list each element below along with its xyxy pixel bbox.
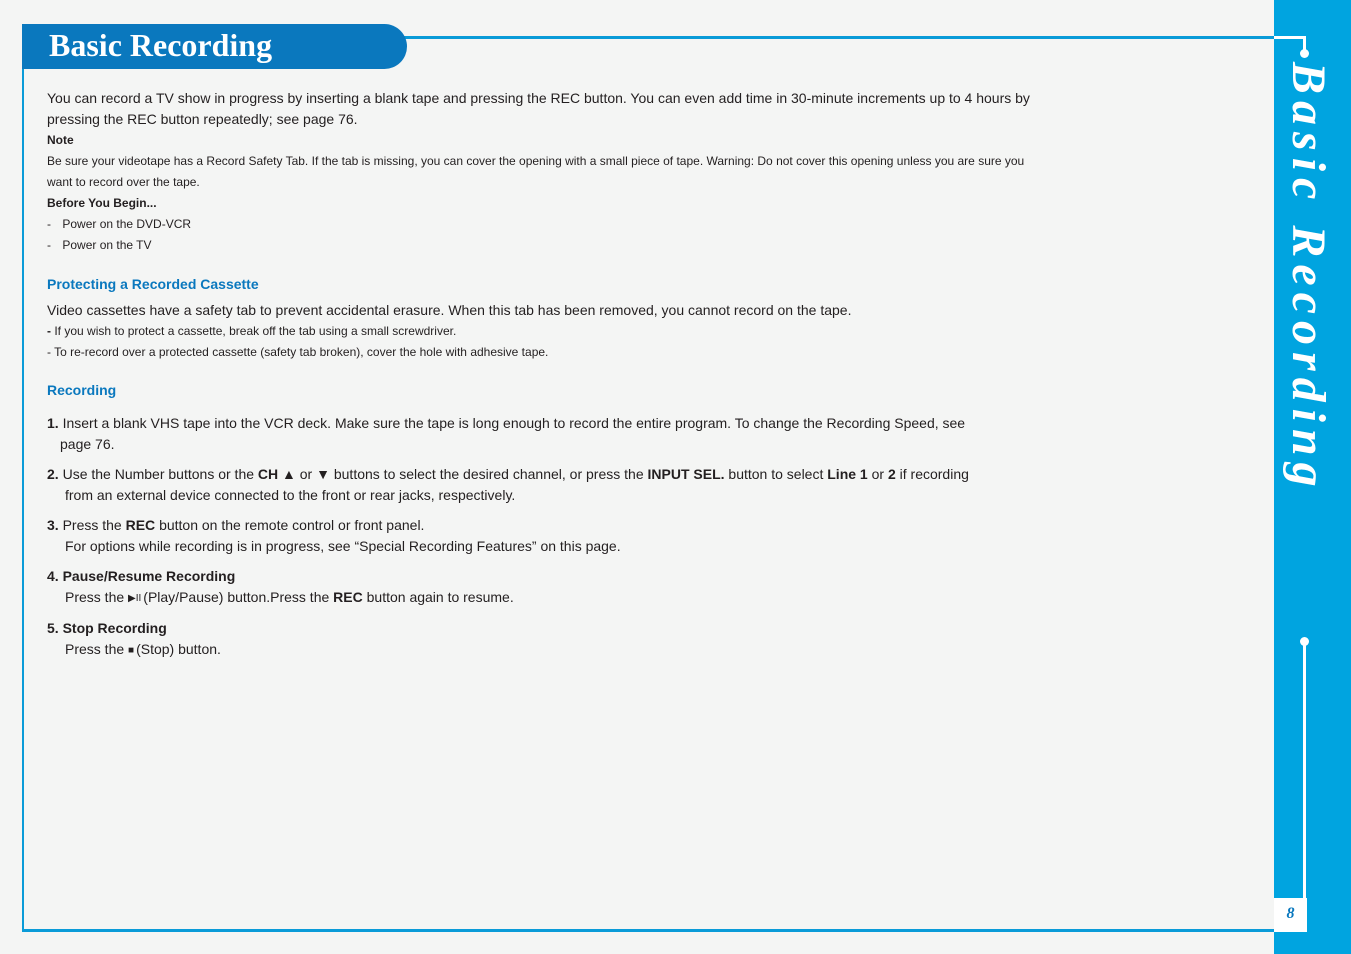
sidebar-title: Basic Recording [1282, 62, 1335, 494]
sidebar-dot-top [1300, 49, 1309, 58]
step-3: 3. Press the REC button on the remote control or front panel. For options while recording is in progress, see “Special Recording Features” on this page. [47, 517, 621, 554]
page-title: Basic Recording [49, 27, 273, 63]
frame-left-line [22, 40, 24, 932]
step-2: 2. Use the Number buttons or the CH ▲ or ▼ buttons to select the desired channel, or press the INPUT SEL. button to select Line 1 or 2 if recording from an external device connected to the front or rear jacks, respectively. [47, 466, 969, 503]
stop-icon: ■ [128, 645, 135, 656]
step-1: 1. Insert a blank VHS tape into the VCR deck. Make sure the tape is long enough to record the entire program. To change the Recording Speed, see page 76. [47, 415, 966, 452]
page-number: 8 [1274, 898, 1307, 932]
note-text: Be sure your videotape has a Record Safety Tab. If the tab is missing, you can cover the opening with a small piece of tape. Warning: Do not cover this opening unless you are sure you want to record over the tape. [47, 154, 1025, 189]
play-pause-icon: ▶II [128, 593, 142, 604]
frame-bottom-line [22, 929, 1275, 932]
sidebar-line-lower [1303, 645, 1306, 898]
step-4: 4. Pause/Resume Recording Press the ▶II (Play/Pause) button.Press the REC button again to resume. [47, 566, 1047, 609]
before-label: Before You Begin... [47, 196, 157, 210]
note-label: Note [47, 133, 74, 147]
protect-item-2: - To re-record over a protected cassette (safety tab broken), cover the hole with adhesive tape. [47, 345, 549, 359]
protect-text: Video cassettes have a safety tab to prevent accidental erasure. When this tab has been removed, you cannot record on the tape. [47, 302, 852, 318]
intro-paragraph: You can record a TV show in progress by inserting a blank tape and pressing the REC button. You can even add time in 30-minute increments up to 4 hours by pressing the REC button repeatedly; see page 76. [47, 90, 1030, 127]
step-5: 5. Stop Recording Press the ■ (Stop) button. [47, 618, 1047, 661]
frame-top-line [400, 36, 1275, 39]
main-content [47, 88, 1047, 661]
sidebar-line-top [1274, 36, 1304, 39]
recording-heading: Recording [47, 382, 117, 398]
protect-item-1: - If you wish to protect a cassette, break off the tab using a small screwdriver. [47, 324, 457, 338]
before-item: - Power on the TV [47, 238, 152, 252]
protect-heading: Protecting a Recorded Cassette [47, 276, 259, 292]
before-item: - Power on the DVD-VCR [47, 217, 192, 231]
